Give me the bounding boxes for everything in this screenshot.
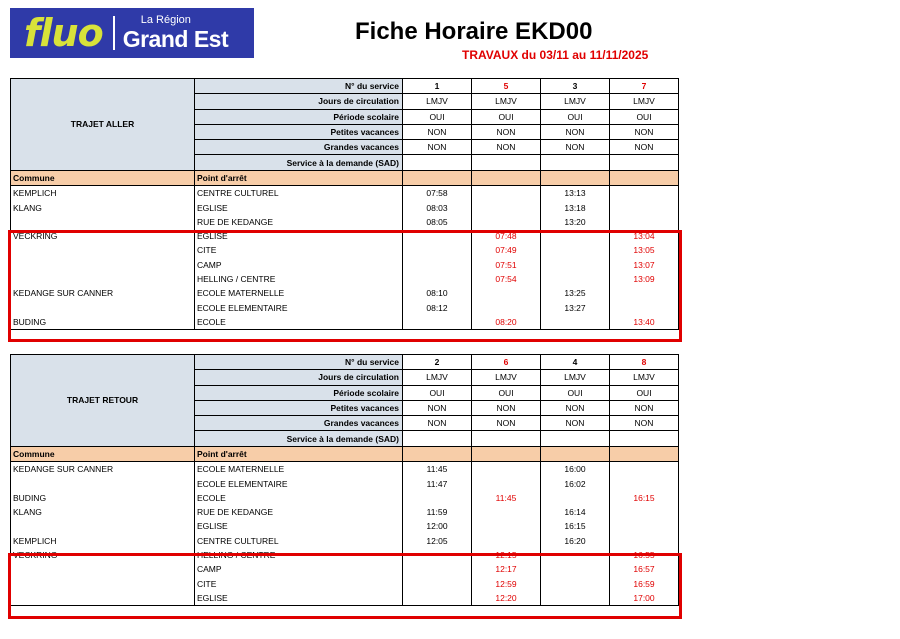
info-value: LMJV: [541, 94, 610, 109]
time-cell: [403, 562, 472, 576]
info-value: [403, 431, 472, 446]
commune-cell: KEMPLICH: [11, 534, 195, 548]
time-cell: [541, 562, 610, 576]
column-header-commune: Commune: [11, 446, 195, 461]
time-cell: [403, 243, 472, 257]
info-value: NON: [610, 124, 679, 139]
stop-cell: CENTRE CULTUREL: [195, 186, 403, 201]
info-value: NON: [610, 140, 679, 155]
info-value: NON: [541, 140, 610, 155]
info-value: OUI: [541, 109, 610, 124]
info-value: NON: [472, 400, 541, 415]
info-value: NON: [610, 400, 679, 415]
table-row: [11, 548, 679, 562]
stop-cell: CAMP: [195, 562, 403, 576]
time-cell: [541, 491, 610, 505]
info-label: N° du service: [195, 355, 403, 370]
time-cell: [472, 200, 541, 214]
info-value: OUI: [472, 109, 541, 124]
info-value: OUI: [403, 109, 472, 124]
time-cell: [610, 534, 679, 548]
table-row: [11, 505, 679, 519]
table-row: [11, 200, 679, 214]
time-cell: 16:14: [541, 505, 610, 519]
column-header-blank: [610, 170, 679, 185]
stop-cell: ECOLE: [195, 315, 403, 330]
time-cell: 12:17: [472, 562, 541, 576]
logo-region-block: [123, 15, 228, 51]
logo-region-text: La Région: [140, 14, 191, 26]
time-cell: 13:13: [541, 186, 610, 201]
info-value: OUI: [610, 385, 679, 400]
stop-cell: ECOLE MATERNELLE: [195, 286, 403, 300]
column-header-blank: [403, 170, 472, 185]
info-value: NON: [541, 124, 610, 139]
info-label: Service à la demande (SAD): [195, 431, 403, 446]
time-cell: 12:00: [403, 519, 472, 533]
info-value: 7: [610, 79, 679, 94]
time-cell: 13:27: [541, 300, 610, 314]
time-cell: [472, 286, 541, 300]
time-cell: [472, 534, 541, 548]
info-label: Grandes vacances: [195, 416, 403, 431]
info-value: OUI: [403, 385, 472, 400]
table-row: [11, 534, 679, 548]
time-cell: [403, 315, 472, 330]
logo-fluo-text: fluo: [24, 11, 103, 55]
time-cell: [610, 215, 679, 229]
info-value: NON: [403, 416, 472, 431]
commune-cell: VECKRING: [11, 229, 195, 243]
table-row: [11, 462, 679, 477]
info-value: 5: [472, 79, 541, 94]
time-cell: 13:09: [610, 272, 679, 286]
commune-cell: KEDANGE SUR CANNER: [11, 462, 195, 477]
table-row: [11, 300, 679, 314]
column-header-row: [11, 170, 679, 185]
column-header-blank: [403, 446, 472, 461]
info-value: NON: [403, 400, 472, 415]
column-header-row: [11, 446, 679, 461]
commune-cell: KLANG: [11, 505, 195, 519]
info-label: Petites vacances: [195, 124, 403, 139]
time-cell: 12:15: [472, 548, 541, 562]
table-row: [11, 272, 679, 286]
stop-cell: EGLISE: [195, 591, 403, 606]
info-value: NON: [541, 400, 610, 415]
time-cell: 13:20: [541, 215, 610, 229]
info-value: [541, 155, 610, 170]
info-label: Période scolaire: [195, 385, 403, 400]
time-cell: 13:40: [610, 315, 679, 330]
stop-cell: RUE DE KEDANGE: [195, 215, 403, 229]
table-row: [11, 591, 679, 606]
stop-cell: ECOLE ELEMENTAIRE: [195, 300, 403, 314]
time-cell: 12:05: [403, 534, 472, 548]
table-row: [11, 315, 679, 330]
time-cell: 07:54: [472, 272, 541, 286]
time-cell: 13:25: [541, 286, 610, 300]
info-value: 4: [541, 355, 610, 370]
table-row: [11, 215, 679, 229]
info-value: 1: [403, 79, 472, 94]
commune-cell: [11, 562, 195, 576]
column-header-blank: [541, 170, 610, 185]
time-cell: 07:49: [472, 243, 541, 257]
time-cell: [472, 462, 541, 477]
schedule-table-retour: [10, 354, 679, 606]
time-cell: [403, 576, 472, 590]
commune-cell: [11, 476, 195, 490]
info-value: [541, 431, 610, 446]
stop-cell: CITE: [195, 576, 403, 590]
column-header-arret: Point d'arrêt: [195, 170, 403, 185]
info-value: LMJV: [610, 370, 679, 385]
info-row: [11, 355, 679, 370]
page-subtitle: TRAVAUX du 03/11 au 11/11/2025: [462, 48, 649, 62]
info-value: [472, 431, 541, 446]
time-cell: 08:20: [472, 315, 541, 330]
time-cell: 16:57: [610, 562, 679, 576]
info-value: [610, 155, 679, 170]
time-cell: [472, 300, 541, 314]
time-cell: 08:10: [403, 286, 472, 300]
info-value: OUI: [610, 109, 679, 124]
time-cell: [472, 519, 541, 533]
time-cell: [472, 476, 541, 490]
info-value: [472, 155, 541, 170]
stop-cell: RUE DE KEDANGE: [195, 505, 403, 519]
column-header-blank: [472, 446, 541, 461]
info-value: NON: [610, 416, 679, 431]
time-cell: 16:02: [541, 476, 610, 490]
time-cell: [403, 548, 472, 562]
table-row: [11, 491, 679, 505]
time-cell: 12:20: [472, 591, 541, 606]
time-cell: [610, 519, 679, 533]
info-label: Jours de circulation: [195, 370, 403, 385]
time-cell: [403, 258, 472, 272]
commune-cell: VECKRING: [11, 548, 195, 562]
column-header-arret: Point d'arrêt: [195, 446, 403, 461]
time-cell: [403, 229, 472, 243]
time-cell: [472, 186, 541, 201]
info-value: LMJV: [403, 370, 472, 385]
time-cell: 07:58: [403, 186, 472, 201]
info-value: 3: [541, 79, 610, 94]
info-value: [403, 155, 472, 170]
time-cell: 16:15: [541, 519, 610, 533]
table-row: [11, 476, 679, 490]
time-cell: 11:45: [472, 491, 541, 505]
info-value: OUI: [541, 385, 610, 400]
info-value: LMJV: [541, 370, 610, 385]
table-row: [11, 576, 679, 590]
info-label: Jours de circulation: [195, 94, 403, 109]
schedule-table-aller: [10, 78, 679, 330]
commune-cell: [11, 576, 195, 590]
commune-cell: [11, 300, 195, 314]
time-cell: 08:12: [403, 300, 472, 314]
commune-cell: KEDANGE SUR CANNER: [11, 286, 195, 300]
time-cell: 12:59: [472, 576, 541, 590]
time-cell: 11:45: [403, 462, 472, 477]
commune-cell: BUDING: [11, 491, 195, 505]
info-value: LMJV: [610, 94, 679, 109]
time-cell: [541, 315, 610, 330]
info-label: Petites vacances: [195, 400, 403, 415]
table-row: [11, 186, 679, 201]
time-cell: [472, 215, 541, 229]
time-cell: 13:05: [610, 243, 679, 257]
time-cell: [541, 272, 610, 286]
fluo-grand-est-logo: [10, 8, 254, 58]
column-header-blank: [472, 170, 541, 185]
stop-cell: ECOLE ELEMENTAIRE: [195, 476, 403, 490]
time-cell: [610, 300, 679, 314]
time-cell: 17:00: [610, 591, 679, 606]
time-cell: 08:05: [403, 215, 472, 229]
time-cell: [541, 591, 610, 606]
trajet-label: TRAJET ALLER: [11, 79, 195, 171]
info-label: Service à la demande (SAD): [195, 155, 403, 170]
commune-cell: KLANG: [11, 200, 195, 214]
info-label: Grandes vacances: [195, 140, 403, 155]
table-row: [11, 243, 679, 257]
time-cell: 07:48: [472, 229, 541, 243]
stop-cell: CITE: [195, 243, 403, 257]
info-value: OUI: [472, 385, 541, 400]
stop-cell: EGLISE: [195, 229, 403, 243]
commune-cell: [11, 272, 195, 286]
info-value: NON: [403, 140, 472, 155]
table-row: [11, 286, 679, 300]
time-cell: 16:00: [541, 462, 610, 477]
time-cell: [610, 200, 679, 214]
time-cell: [610, 462, 679, 477]
info-value: NON: [541, 416, 610, 431]
stop-cell: HELLING / CENTRE: [195, 548, 403, 562]
info-value: 8: [610, 355, 679, 370]
commune-cell: [11, 591, 195, 606]
info-value: 2: [403, 355, 472, 370]
column-header-blank: [610, 446, 679, 461]
time-cell: 08:03: [403, 200, 472, 214]
info-value: NON: [403, 124, 472, 139]
time-cell: [541, 243, 610, 257]
stop-cell: HELLING / CENTRE: [195, 272, 403, 286]
time-cell: [610, 186, 679, 201]
stop-cell: EGLISE: [195, 200, 403, 214]
info-value: NON: [472, 140, 541, 155]
stop-cell: ECOLE MATERNELLE: [195, 462, 403, 477]
stop-cell: CENTRE CULTUREL: [195, 534, 403, 548]
time-cell: 16:20: [541, 534, 610, 548]
time-cell: 16:59: [610, 576, 679, 590]
time-cell: [541, 229, 610, 243]
info-label: Période scolaire: [195, 109, 403, 124]
time-cell: 07:51: [472, 258, 541, 272]
time-cell: [472, 505, 541, 519]
trajet-label: TRAJET RETOUR: [11, 355, 195, 447]
logo-grandest-text: Grand Est: [122, 26, 229, 52]
time-cell: 11:59: [403, 505, 472, 519]
time-cell: [610, 286, 679, 300]
stop-cell: EGLISE: [195, 519, 403, 533]
time-cell: [403, 591, 472, 606]
commune-cell: [11, 243, 195, 257]
time-cell: 16:15: [610, 491, 679, 505]
time-cell: 13:04: [610, 229, 679, 243]
info-value: LMJV: [472, 94, 541, 109]
time-cell: [541, 548, 610, 562]
commune-cell: [11, 215, 195, 229]
page-title: Fiche Horaire EKD00: [355, 18, 593, 45]
time-cell: [541, 576, 610, 590]
commune-cell: BUDING: [11, 315, 195, 330]
table-row: [11, 562, 679, 576]
commune-cell: [11, 519, 195, 533]
time-cell: [403, 272, 472, 286]
time-cell: [403, 491, 472, 505]
stop-cell: ECOLE: [195, 491, 403, 505]
stop-cell: CAMP: [195, 258, 403, 272]
info-value: LMJV: [472, 370, 541, 385]
time-cell: [610, 505, 679, 519]
commune-cell: KEMPLICH: [11, 186, 195, 201]
time-cell: 13:18: [541, 200, 610, 214]
info-value: NON: [472, 416, 541, 431]
time-cell: [541, 258, 610, 272]
time-cell: 11:47: [403, 476, 472, 490]
table-row: [11, 258, 679, 272]
time-cell: [610, 476, 679, 490]
info-row: [11, 79, 679, 94]
info-value: 6: [472, 355, 541, 370]
column-header-commune: Commune: [11, 170, 195, 185]
table-row: [11, 229, 679, 243]
info-value: LMJV: [403, 94, 472, 109]
logo-separator: [113, 16, 115, 50]
info-label: N° du service: [195, 79, 403, 94]
table-row: [11, 519, 679, 533]
time-cell: 13:07: [610, 258, 679, 272]
info-value: NON: [472, 124, 541, 139]
time-cell: 16:55: [610, 548, 679, 562]
commune-cell: [11, 258, 195, 272]
info-value: [610, 431, 679, 446]
column-header-blank: [541, 446, 610, 461]
